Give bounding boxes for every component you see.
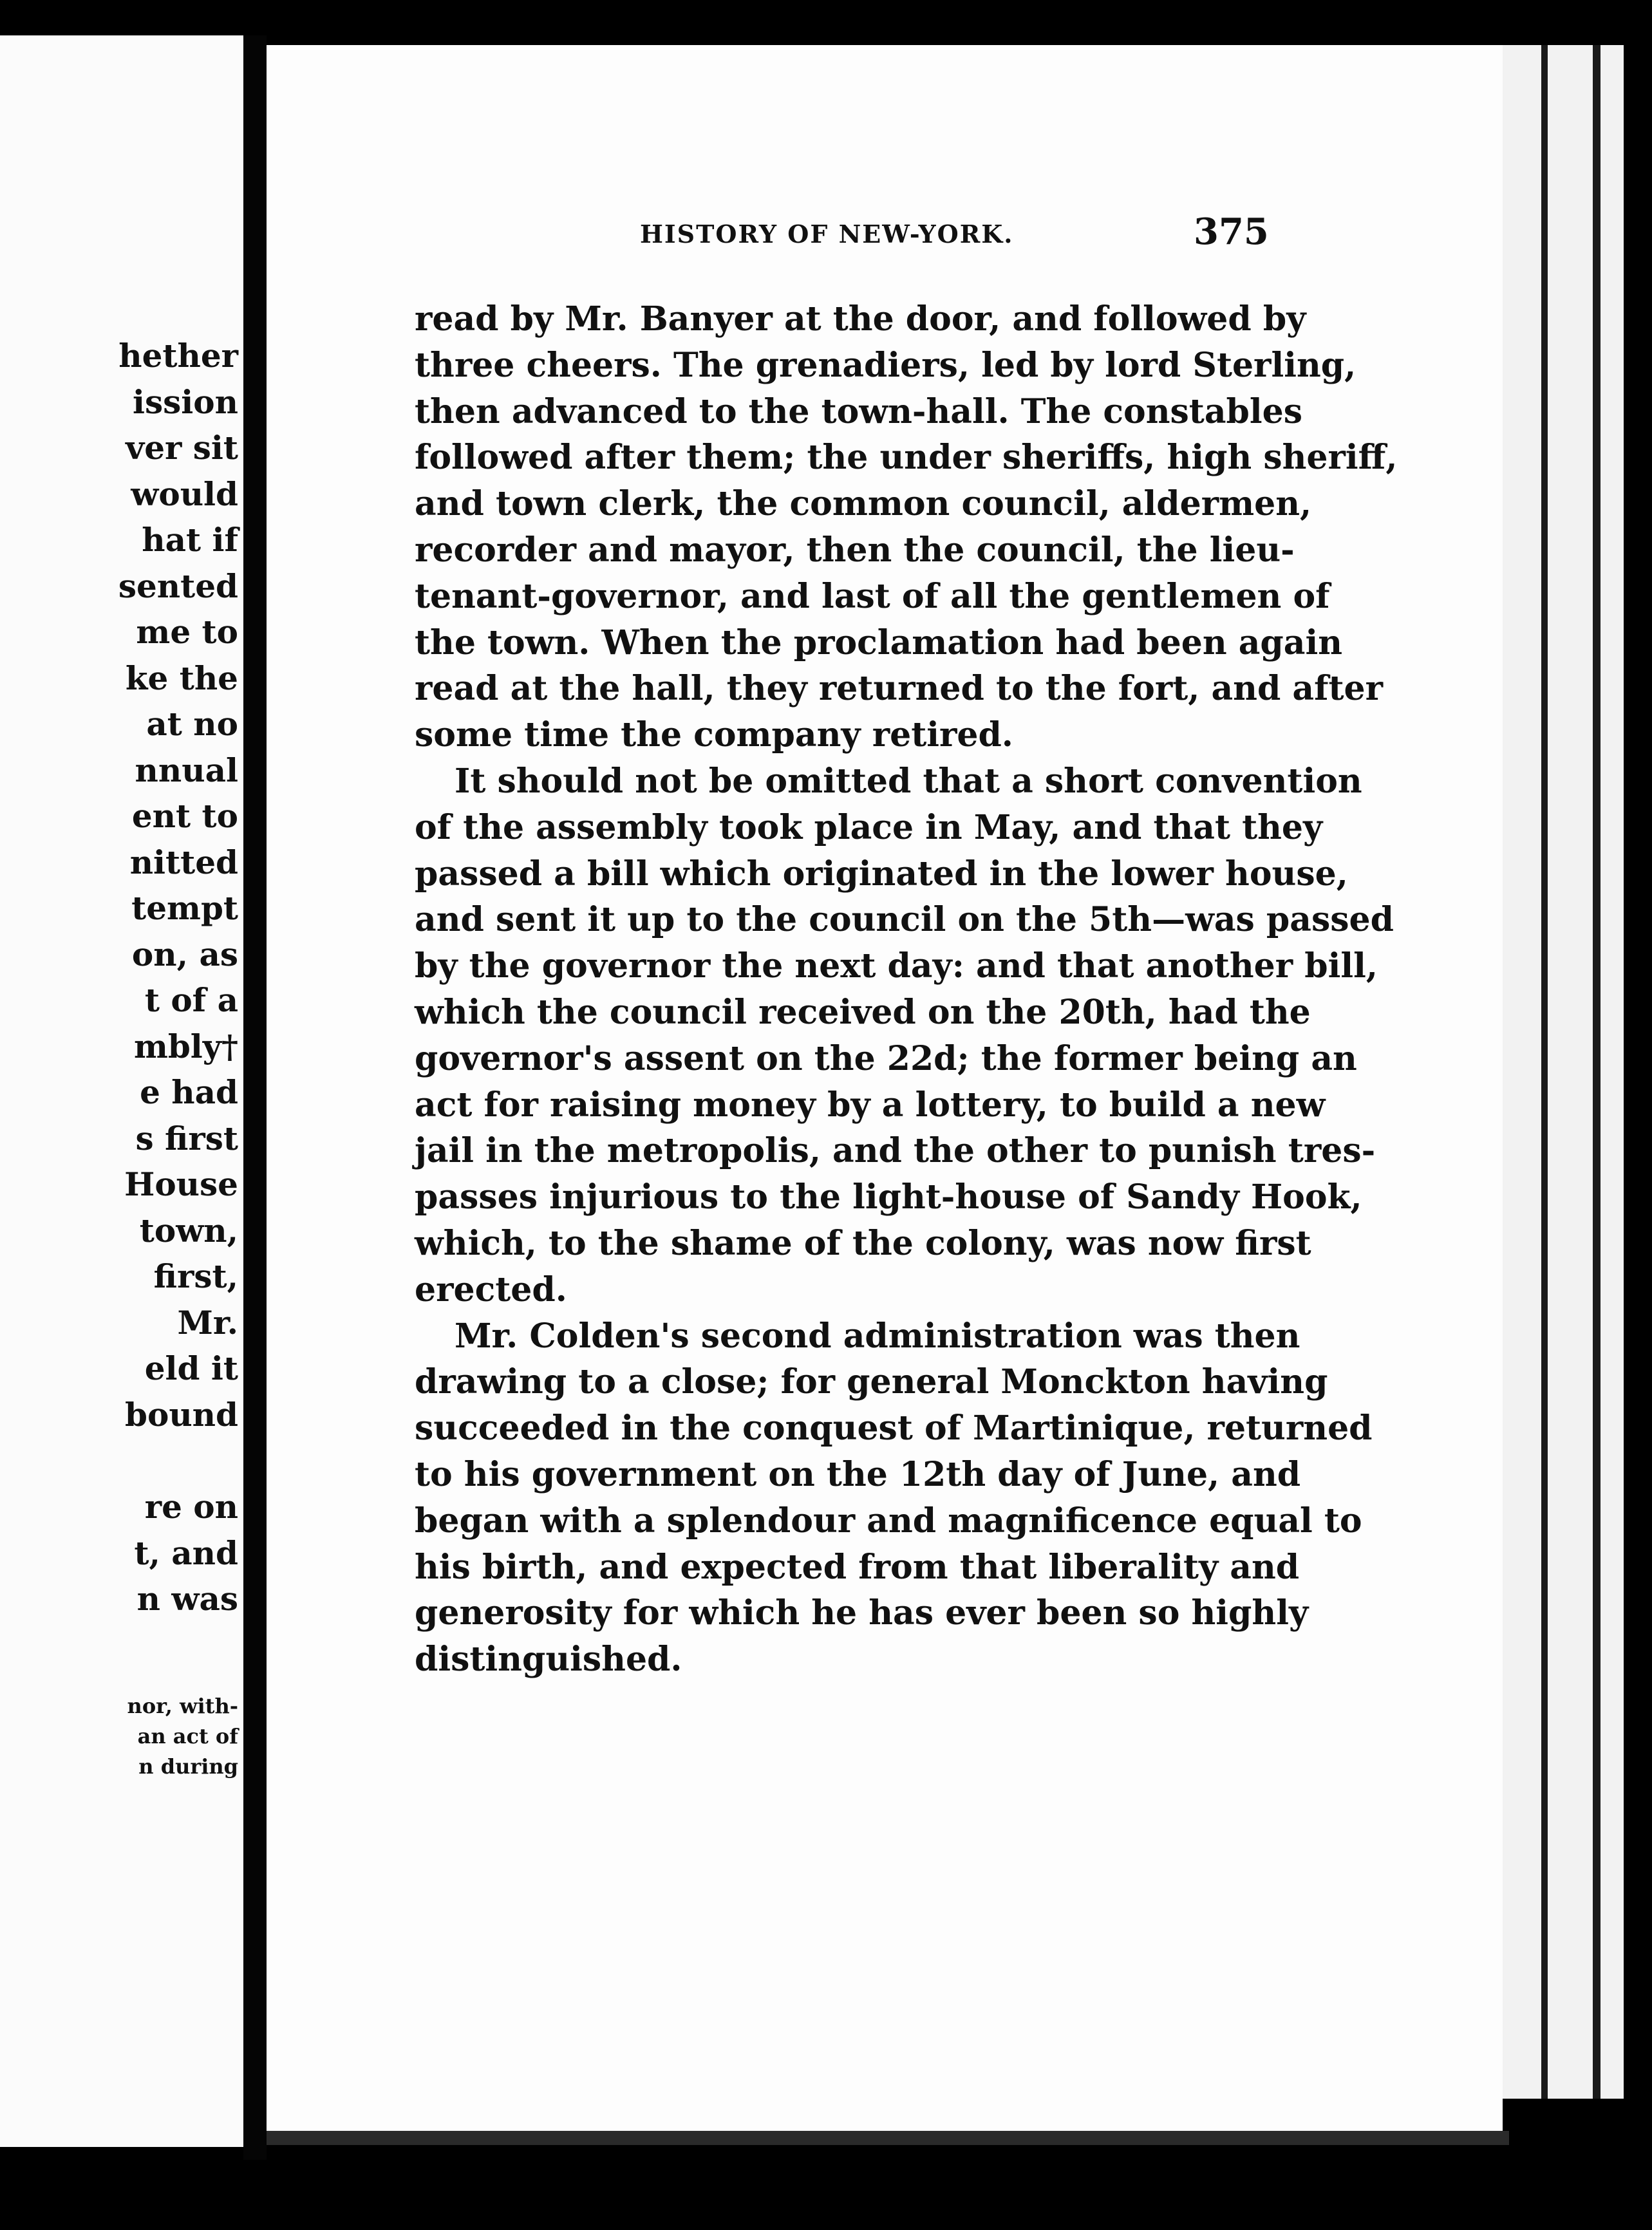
page-edge xyxy=(1503,45,1541,2099)
facing-page-line: ent to xyxy=(131,797,238,835)
facing-page-line: ission xyxy=(133,382,238,421)
facing-page-fragment xyxy=(0,35,243,2147)
facing-page-line: re on xyxy=(144,1488,238,1526)
facing-page-line: ke the xyxy=(125,659,238,697)
facing-page-footnote-line: an act of xyxy=(137,1724,238,1748)
text-line: jail in the metropolis, and the other to punish tres- xyxy=(415,1131,1376,1171)
facing-page-line: t, and xyxy=(134,1533,238,1572)
page-number: 375 xyxy=(1194,211,1269,253)
facing-page-gap xyxy=(118,1438,238,1484)
text-line: governor's assent on the 22d; the former being an xyxy=(415,1038,1357,1078)
text-line: his birth, and expected from that liberality and xyxy=(415,1547,1300,1587)
text-line: succeeded in the conquest of Martinique, returned xyxy=(415,1409,1373,1448)
facing-page-line: hat if xyxy=(142,521,238,559)
text-line: which, to the shame of the colony, was now first xyxy=(415,1223,1311,1263)
facing-page-line: first, xyxy=(153,1257,238,1295)
text-line: passed a bill which originated in the lower house, xyxy=(415,854,1348,894)
text-line: read by Mr. Banyer at the door, and followed by xyxy=(415,299,1306,339)
facing-page-line: n was xyxy=(136,1580,238,1618)
text-line: drawing to a close; for general Monckton having xyxy=(415,1362,1328,1402)
text-line: read at the hall, they returned to the fort, and after xyxy=(415,669,1383,709)
facing-page-line: House xyxy=(124,1165,238,1203)
facing-page-line: town, xyxy=(139,1211,238,1250)
book-gutter xyxy=(243,35,267,2160)
text-line: It should not be omitted that a short convention xyxy=(455,761,1362,801)
text-line: began with a splendour and magnificence equal to xyxy=(415,1501,1362,1541)
facing-page-line: ver sit xyxy=(126,429,238,467)
facing-page-line: would xyxy=(131,474,238,513)
facing-page-line: tempt xyxy=(131,889,238,927)
facing-page-line: s first xyxy=(135,1119,238,1157)
facing-page-line: at no xyxy=(146,705,238,743)
text-line: by the governor the next day: and that another bill, xyxy=(415,946,1378,986)
facing-page-line: bound xyxy=(125,1395,238,1434)
text-line: three cheers. The grenadiers, led by lord Sterling, xyxy=(415,345,1356,385)
facing-page-line: sented xyxy=(118,567,238,605)
facing-page-line: eld it xyxy=(144,1349,238,1387)
text-line: of the assembly took place in May, and that they xyxy=(415,807,1323,847)
facing-page-line: me to xyxy=(136,613,238,651)
text-line: then advanced to the town-hall. The constables xyxy=(415,391,1302,431)
running-head xyxy=(267,211,1503,262)
facing-page-line: nitted xyxy=(129,843,238,881)
facing-page-footnote-line: nor, with- xyxy=(127,1694,238,1718)
text-line: to his government on the 12th day of June, and xyxy=(415,1454,1301,1494)
facing-page-line: nnual xyxy=(135,751,238,789)
page-edge-shadow xyxy=(1541,45,1548,2099)
scan-border xyxy=(267,2145,1652,2230)
page-body-text xyxy=(415,296,1398,1683)
text-line: followed after them; the under sheriffs, high sheriff, xyxy=(415,438,1398,478)
page-edge xyxy=(1548,45,1593,2099)
facing-page-line: mbly† xyxy=(133,1027,238,1065)
text-line: and sent it up to the council on the 5th—was passed xyxy=(415,900,1394,940)
facing-page-line: on, as xyxy=(131,935,238,973)
book-page xyxy=(267,45,1503,2145)
facing-page-line: t of a xyxy=(144,981,238,1019)
text-line: the town. When the proclamation had been again xyxy=(415,623,1343,662)
text-line: distinguished. xyxy=(415,1640,682,1680)
facing-page-footnote-line: n during xyxy=(138,1754,238,1779)
facing-page-line: hether xyxy=(118,337,238,375)
text-line: passes injurious to the light-house of Sandy Hook, xyxy=(415,1177,1362,1217)
page-edge-shadow xyxy=(1593,45,1600,2099)
text-line: generosity for which he has ever been so highly xyxy=(415,1593,1309,1633)
text-line: Mr. Colden's second administration was then xyxy=(455,1316,1300,1356)
page-edge xyxy=(1600,45,1624,2099)
text-line: recorder and mayor, then the council, the lieu- xyxy=(415,530,1295,570)
text-line: act for raising money by a lottery, to build a new xyxy=(415,1085,1326,1125)
running-title: HISTORY OF NEW-YORK. xyxy=(640,220,1014,248)
text-line: some time the company retired. xyxy=(415,715,1013,755)
facing-page-line: e had xyxy=(140,1073,238,1111)
text-line: erected. xyxy=(415,1270,567,1309)
facing-page-text xyxy=(118,333,238,1622)
facing-page-line: Mr. xyxy=(177,1303,238,1342)
text-line: tenant-governor, and last of all the gentlemen of xyxy=(415,576,1330,616)
text-line: which the council received on the 20th, had the xyxy=(415,992,1311,1032)
facing-page-footnote xyxy=(127,1691,238,1782)
text-line: and town clerk, the common council, aldermen, xyxy=(415,484,1312,524)
